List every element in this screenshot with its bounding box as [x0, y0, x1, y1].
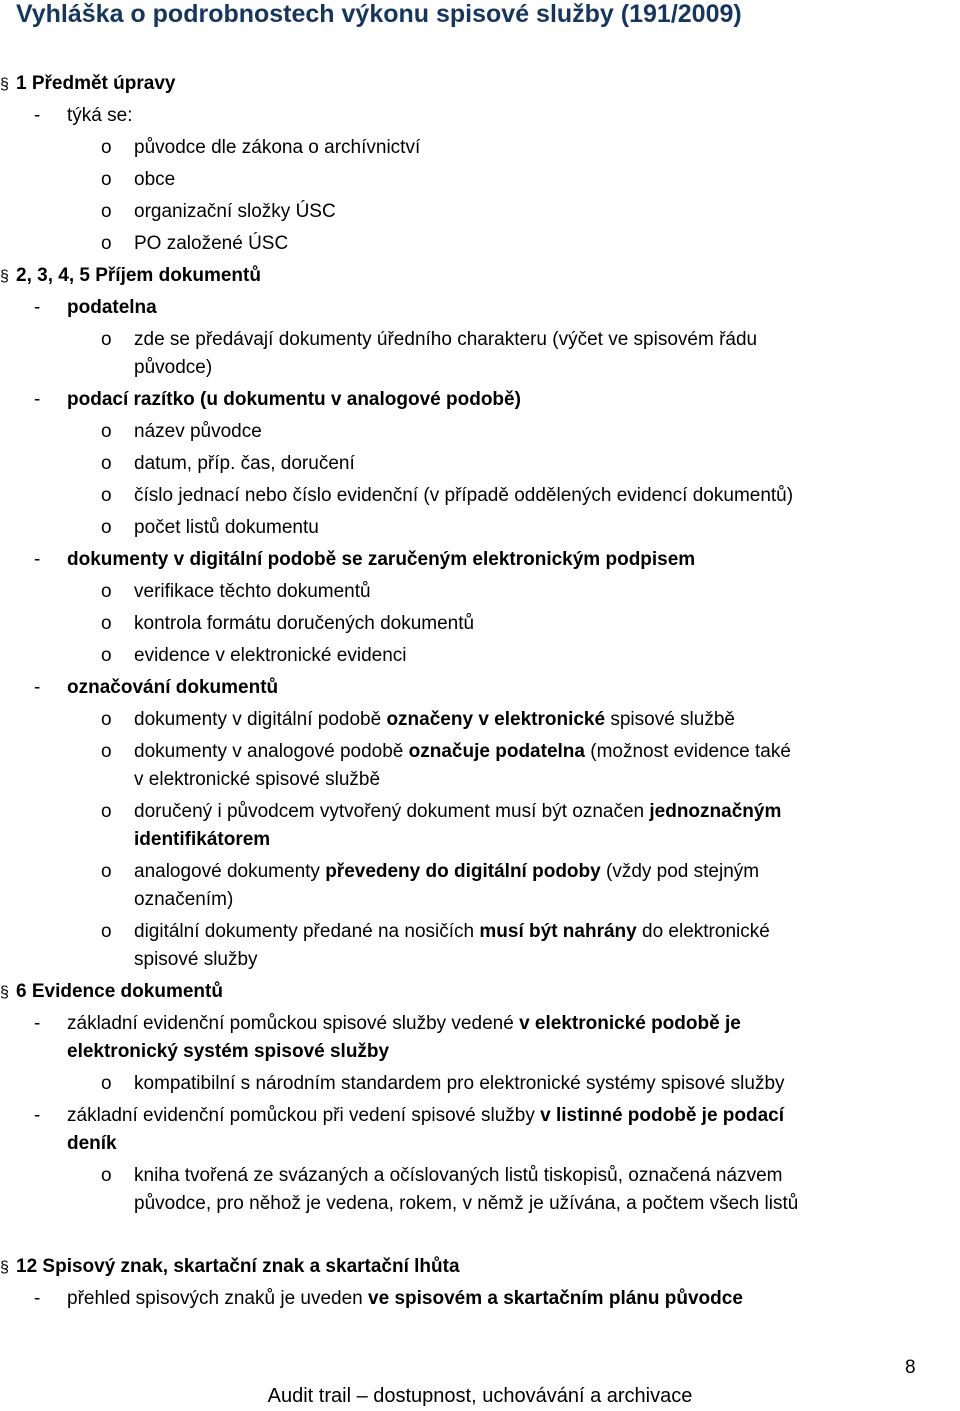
list-item: o digitální dokumenty předané na nosičích musí být nahrány do elektronické	[101, 921, 770, 942]
section-heading: § 1 Předmět úpravy	[0, 70, 175, 98]
list-item: - přehled spisových znaků je uveden ve spisovém a skartačním plánu původce	[34, 1288, 743, 1309]
list-item: o původce dle zákona o archívnictví	[101, 137, 421, 158]
list-item-continuation: označením)	[134, 889, 234, 910]
list-item-continuation: v elektronické spisové službě	[134, 769, 381, 790]
section-symbol: §	[0, 76, 9, 93]
list-item: o datum, příp. čas, doručení	[101, 453, 355, 474]
list-item: o název původce	[101, 421, 262, 442]
list-item: o PO založené ÚSC	[101, 233, 289, 254]
list-item: o obce	[101, 169, 176, 190]
section-heading: § 12 Spisový znak, skartační znak a skartační lhůta	[0, 1256, 460, 1277]
list-item: - základní evidenční pomůckou spisové služby vedené v elektronické podobě je	[34, 1013, 741, 1034]
list-item: - základní evidenční pomůckou při vedení spisové služby v listinné podobě je podací	[34, 1105, 785, 1126]
list-item: o kniha tvořená ze svázaných a očíslovaných listů tiskopisů, označená názvem	[101, 1165, 783, 1186]
list-item: o analogové dokumenty převedeny do digitální podoby (vždy pod stejným	[101, 861, 760, 882]
list-item: - dokumenty v digitální podobě se zaručeným elektronickým podpisem	[34, 549, 696, 570]
list-item: o verifikace těchto dokumentů	[101, 581, 371, 602]
list-item-continuation: původce)	[134, 357, 213, 378]
list-item-continuation: identifikátorem	[134, 829, 271, 850]
page-number: 8	[905, 1357, 916, 1378]
section-heading: § 6 Evidence dokumentů	[0, 981, 223, 1002]
list-item: o zde se předávají dokumenty úředního charakteru (výčet ve spisovém řádu	[101, 329, 758, 350]
list-item: - podatelna	[34, 297, 157, 318]
section-heading: § 2, 3, 4, 5 Příjem dokumentů	[0, 265, 261, 286]
list-item: - označování dokumentů	[34, 677, 279, 698]
list-item: o dokumenty v digitální podobě označeny v elektronické spisové službě	[101, 709, 735, 730]
list-item-continuation: původce, pro něhož je vedena, rokem, v němž je užívána, a počtem všech listů	[134, 1193, 799, 1214]
list-item: o počet listů dokumentu	[101, 517, 319, 538]
list-item: o evidence v elektronické evidenci	[101, 645, 407, 666]
list-item: o doručený i původcem vytvořený dokument musí být označen jednoznačným	[101, 801, 782, 822]
list-item-continuation: elektronický systém spisové služby	[67, 1041, 390, 1062]
page-title: Vyhláška o podrobnostech výkonu spisové služby (191/2009)	[16, 0, 742, 28]
list-item: o kompatibilní s národním standardem pro elektronické systémy spisové služby	[101, 1073, 785, 1094]
list-item: o číslo jednací nebo číslo evidenční (v případě oddělených evidencí dokumentů)	[101, 485, 794, 506]
list-item: - týká se:	[34, 105, 133, 126]
list-item-continuation: spisové služby	[134, 949, 258, 970]
list-item-continuation: deník	[67, 1133, 117, 1154]
list-item: o organizační složky ÚSC	[101, 201, 336, 222]
list-item: - podací razítko (u dokumentu v analogové podobě)	[34, 389, 521, 410]
list-item: o dokumenty v analogové podobě označuje podatelna (možnost evidence také	[101, 741, 791, 762]
list-item: o kontrola formátu doručených dokumentů	[101, 613, 475, 634]
footer-text: Audit trail – dostupnost, uchovávání a archivace	[267, 1385, 693, 1407]
